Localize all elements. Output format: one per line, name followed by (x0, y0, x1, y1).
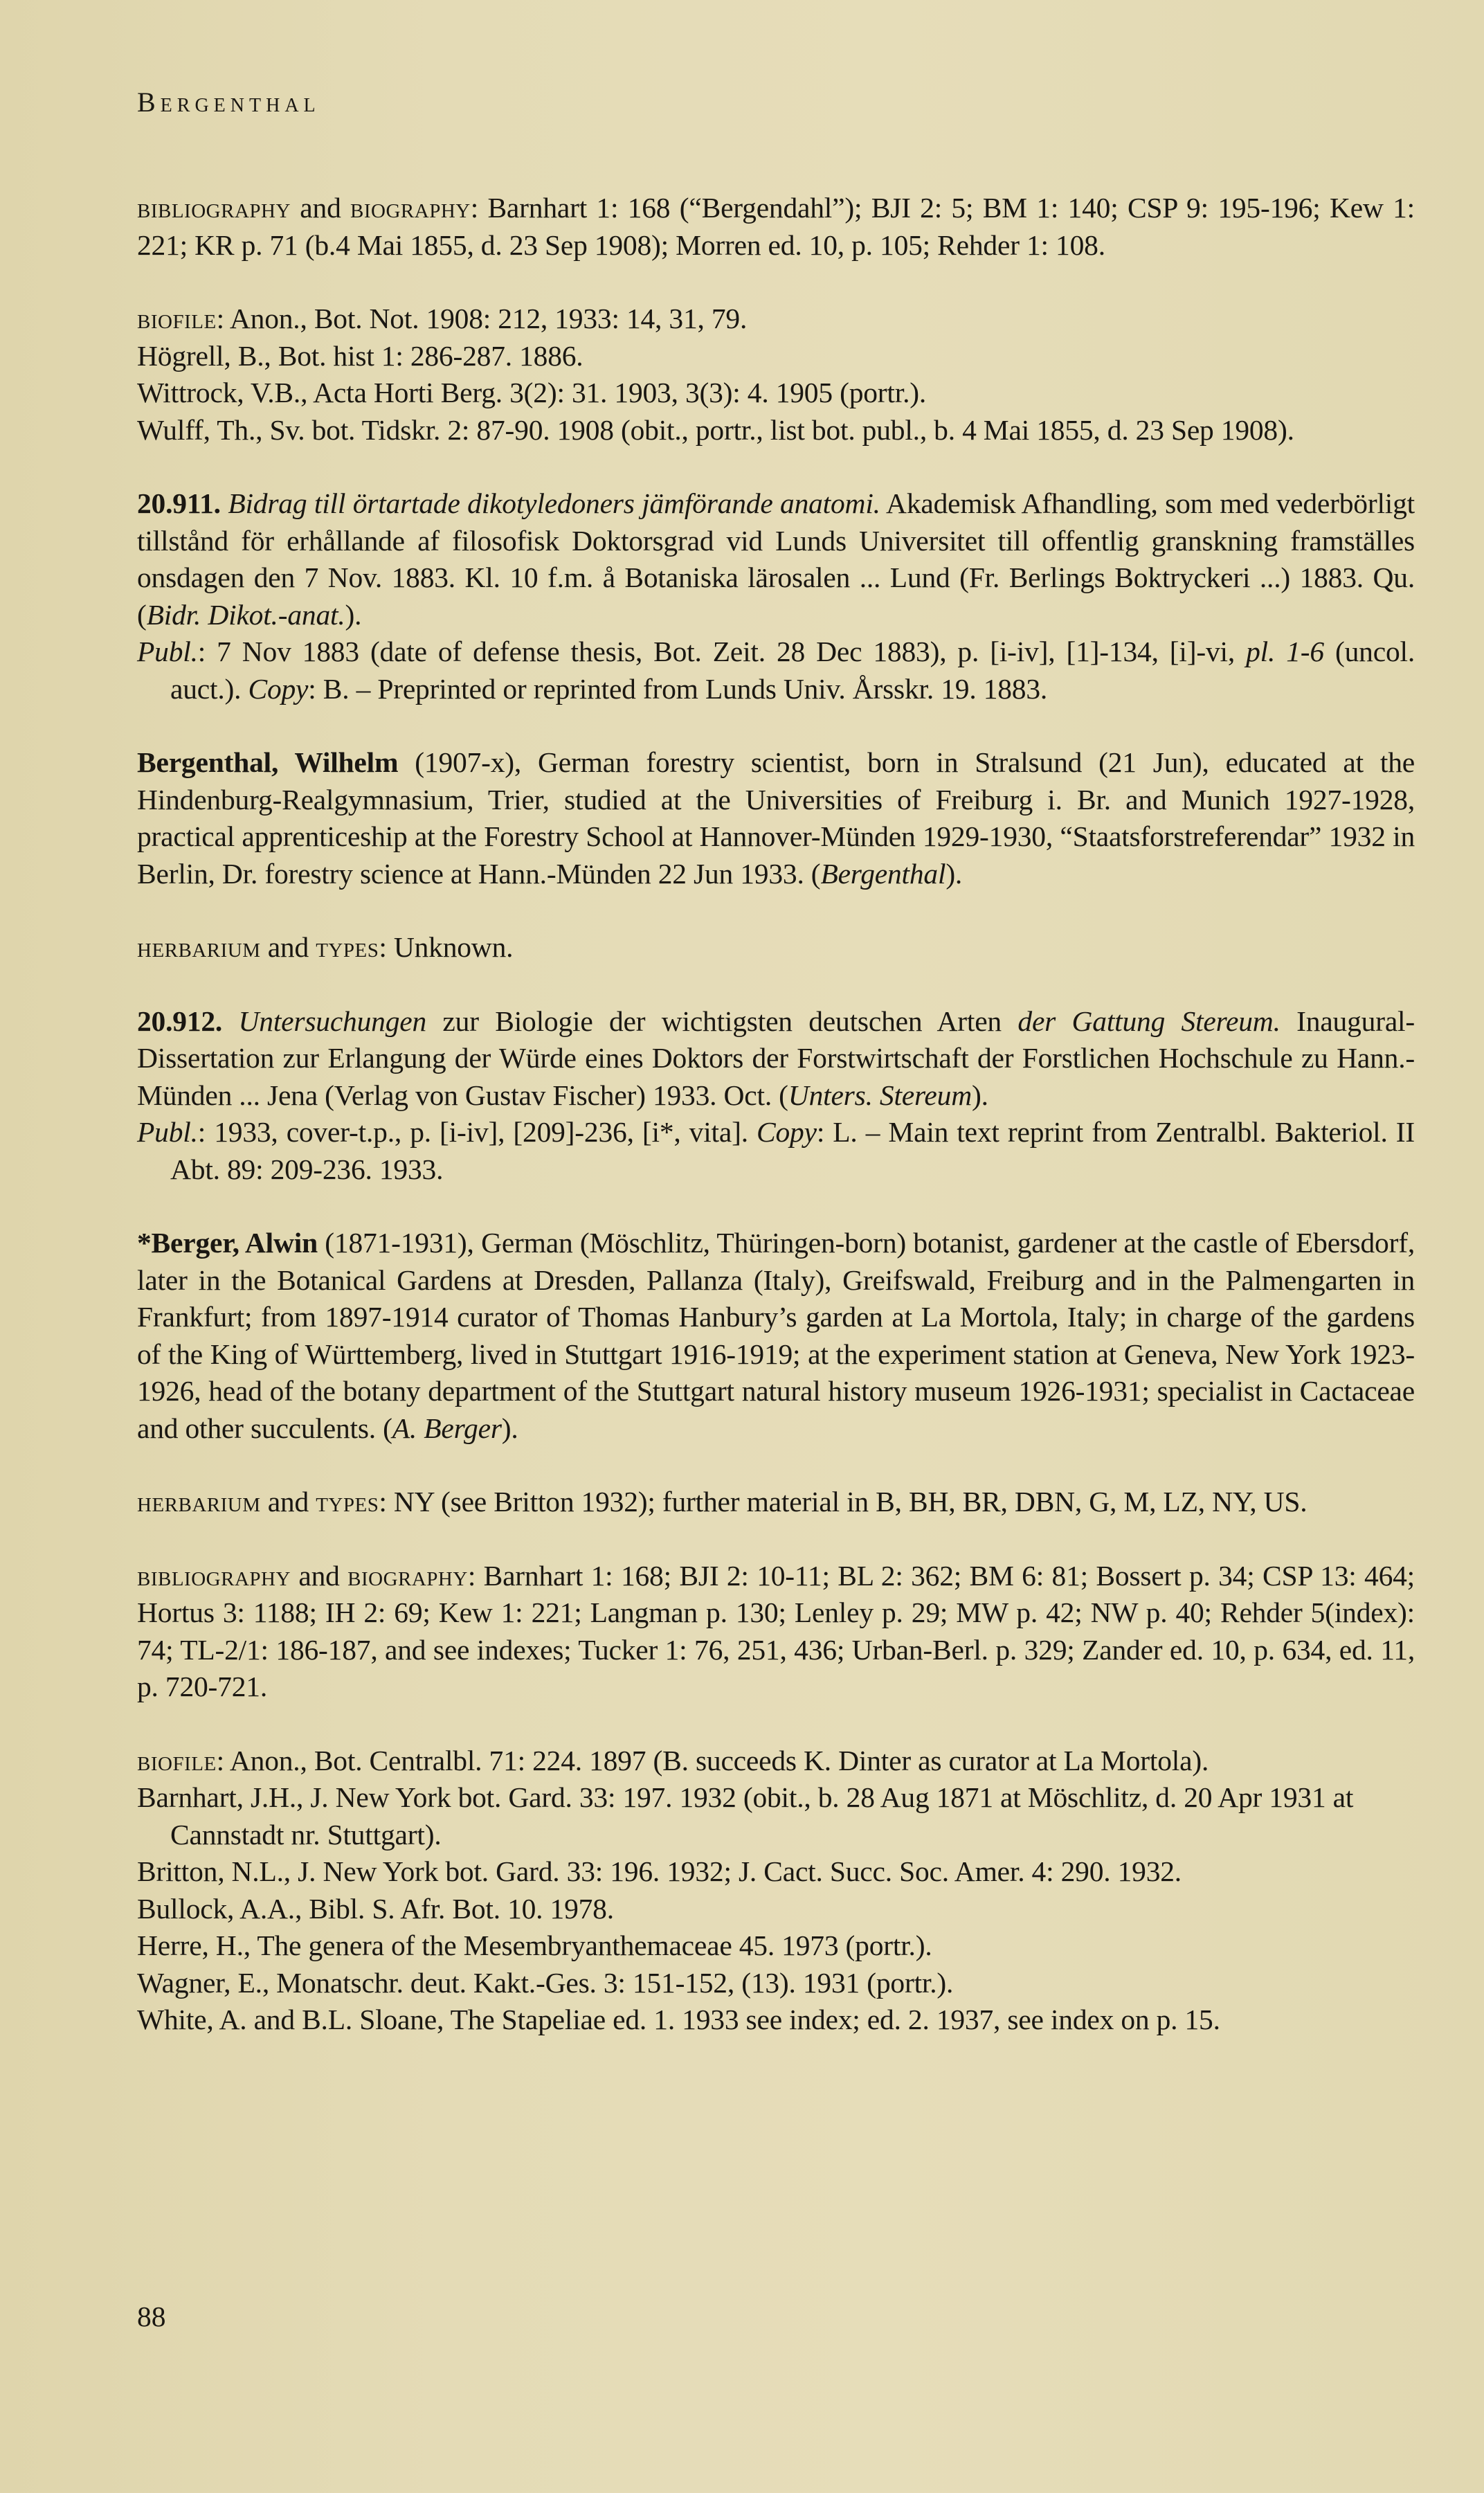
author-entry-bergenthal-wilhelm: Bergenthal, Wilhelm (1907-x), German forestry scientist, born in Stralsund (21 Jun), educated at the Hindenburg-Realgymnasium, Trier, studied at the Universities of Freiburg i. Br. and Munich 1927-1928, practical apprenticeship at the Forestry School at Hannover-Münden 1929-1930, “Staatsforstreferendar” 1932 in Berlin, Dr. forestry science at Hann.-Münden 22 Jun 1933. (Bergenthal). (137, 746, 1415, 890)
biofile-item: Wulff, Th., Sv. bot. Tidskr. 2: 87-90. 1908 (obit., portr., list bot. publ., b. 4 Mai 1855, d. 23 Sep 1908). (137, 413, 1294, 446)
biofile-item: Herre, H., The genera of the Mesembryanthemaceae 45. 1973 (portr.). (137, 1929, 932, 1961)
section-label: biofile (137, 303, 217, 334)
publication-entry-20911 (137, 485, 1415, 708)
bibliography-text: : Barnhart 1: 168 (“Bergendahl”); BJI 2: 5; BM 1: 140; CSP 9: 195-196; Kew 1: 221; KR p. 71 (b.4 Mai 1855, d. 23 Sep 1908); Morren ed. 10, p. 105; Rehder 1: 108. (137, 192, 1415, 261)
section-label: types (316, 1486, 379, 1518)
biofile-item: biofile: Anon., Bot. Not. 1908: 212, 1933: 14, 31, 79. (137, 303, 748, 334)
bibliography-section: bibliography and biography: Barnhart 1: 168; BJI 2: 10-11; BL 2: 362; BM 6: 81; Bossert p. 34; CSP 13: 464; Hortus 3: 1188; IH 2: 69; Kew 1: 221; Langman p. 130; Lenley p. 29; MW p. 42; NW p. 40; Rehder 5(index): 74; TL-2/1: 186-187, and see indexes; Tucker 1: 76, 251, 436; Urban-Berl. p. 329; Zander ed. 10, p. 634, ed. 11, p. 720-721. (137, 1559, 1415, 1702)
section-label: biography (347, 1559, 468, 1592)
section-label: bibliography (137, 192, 291, 224)
author-bio: (1907-x), German forestry scientist, born in Stralsund (21 Jun), educated at the Hindenburg-Realgymnasium, Trier, studied at the Universities of Freiburg i. Br. and Munich 1927-1928, practical apprenticeship at the Forestry School at Hannover-Münden 1929-1930, “Staatsforstreferendar” 1932 in Berlin, Dr. forestry science at Hann.-Münden 22 Jun 1933. ( (137, 746, 1415, 890)
author-entry-berger-alwin: *Berger, Alwin (1871-1931), German (Möschlitz, Thüringen-born) botanist, gardener at the castle of Ebersdorf, later in the Botanical Gardens at Dresden, Pallanza (Italy), Greifswald, Freiburg and in the Palmengarten in Frankfurt; from 1897-1914 curator of Thomas Hanbury’s garden at La Mortola, Italy; in charge of the gardens of the King of Württemberg, lived in Stuttgart 1916-1919; at the experiment station at Geneva, New York 1923-1926, head of the botany department of the Stuttgart natural history museum 1926-1931; specialist in Cactaceae and other succulents. (A. Berger). (137, 1227, 1415, 1444)
biofile-item: biofile: Anon., Bot. Centralbl. 71: 224. 1897 (B. succeeds K. Dinter as curator at La Mortola). (137, 1744, 1209, 1776)
section-label: herbarium (137, 1486, 261, 1518)
publication-title: 20.912. Untersuchungen zur Biologie der wichtigsten deutschen Arten der Gattung Stereum. Inaugural-Dissertation zur Erlangung der Würde eines Doktors der Forstwirtschaft der Forstlichen Hochschule zu Hann.-Münden ... Jena (Verlag von Gustav Fischer) 1933. Oct. (Unters. Stereum). (137, 1005, 1415, 1111)
biofile-item: Högrell, B., Bot. hist 1: 286-287. 1886. (137, 339, 583, 372)
herbarium-section: herbarium and types: Unknown. (137, 931, 514, 963)
author-abbreviation: A. Berger (392, 1412, 502, 1444)
biofile-item: Wagner, E., Monatschr. deut. Kakt.-Ges. 3: 151-152, (13). 1931 (portr.). (137, 1966, 954, 1999)
author-name: Bergenthal, Wilhelm (137, 746, 399, 778)
publication-title: 20.911. Bidrag till örtartade dikotyledoners jämförande anatomi. Akademisk Afhandling, som med vederbörligt tillstånd för erhållande af filosofisk Doktorsgrad vid Lunds Universitet till offentlig granskning framställes onsdagen den 7 Nov. 1883. Kl. 10 f.m. å Botaniska lärosalen ... Lund (Fr. Berlings Boktryckeri ...) 1883. Qu. (Bidr. Dikot.-anat.). (137, 487, 1415, 631)
section-label: biography (350, 192, 471, 224)
biofile-section (137, 300, 1415, 449)
bibliography-text: : Barnhart 1: 168; BJI 2: 10-11; BL 2: 362; BM 6: 81; Bossert p. 34; CSP 13: 464; Hortus 3: 1188; IH 2: 69; Kew 1: 221; Langman p. 130; Lenley p. 29; MW p. 42; NW p. 40; Rehder 5(index): 74; TL-2/1: 186-187, and see indexes; Tucker 1: 76, 251, 436; Urban-Berl. p. 329; Zander ed. 10, p. 634, ed. 11, p. 720-721. (137, 1559, 1415, 1702)
biofile-item: Bullock, A.A., Bibl. S. Afr. Bot. 10. 1978. (137, 1892, 614, 1925)
biofile-item: Wittrock, V.B., Acta Horti Berg. 3(2): 31. 1903, 3(3): 4. 1905 (portr.). (137, 377, 927, 408)
publication-number: 20.912. (137, 1005, 223, 1037)
herbarium-section: herbarium and types: NY (see Britton 1932); further material in B, BH, BR, DBN, G, M, LZ, NY, US. (137, 1486, 1307, 1518)
publication-abbreviation: Bidr. Dikot.-anat. (146, 598, 345, 631)
running-head: Bergenthal (137, 87, 320, 118)
biofile-item: Barnhart, J.H., J. New York bot. Gard. 33: 197. 1932 (obit., b. 28 Aug 1871 at Möschlitz, d. 20 Apr 1931 at Cannstadt nr. Stuttgart). (137, 1781, 1354, 1851)
publication-details: Publ.: 7 Nov 1883 (date of defense thesis, Bot. Zeit. 28 Dec 1883), p. [i-iv], [1]-134, [i]-vi, pl. 1-6 (uncol. auct.). Copy: B. – Preprinted or reprinted from Lunds Univ. Årsskr. 19. 1883. (137, 636, 1415, 705)
author-abbreviation: Bergenthal (820, 857, 946, 890)
section-label: bibliography (137, 1559, 291, 1592)
publication-details: Publ.: 1933, cover-t.p., p. [i-iv], [209]-236, [i*, vita]. Copy: L. – Main text reprint from Zentralbl. Bakteriol. II Abt. 89: 209-236. 1933. (137, 1116, 1415, 1185)
publication-entry-20912 (137, 1003, 1415, 1189)
biofile-section (137, 1743, 1415, 2039)
bibliography-section: bibliography and biography: Barnhart 1: 168 (“Bergendahl”); BJI 2: 5; BM 1: 140; CSP 9: 195-196; Kew 1: 221; KR p. 71 (b.4 Mai 1855, d. 23 Sep 1908); Morren ed. 10, p. 105; Rehder 1: 108. (137, 192, 1415, 261)
author-name: *Berger, Alwin (137, 1227, 318, 1259)
author-bio: (1871-1931), German (Möschlitz, Thüringen-born) botanist, gardener at the castle of Ebersdorf, later in the Botanical Gardens at Dresden, Pallanza (Italy), Greifswald, Freiburg and in the Palmengarten in Frankfurt; from 1897-1914 curator of Thomas Hanbury’s garden at La Mortola, Italy; in charge of the gardens of the King of Württemberg, lived in Stuttgart 1916-1919; at the experiment station at Geneva, New York 1923-1926, head of the botany department of the Stuttgart natural history museum 1926-1931; specialist in Cactaceae and other succulents. ( (137, 1227, 1415, 1444)
publication-abbreviation: Unters. Stereum (788, 1079, 972, 1111)
biofile-item: Britton, N.L., J. New York bot. Gard. 33: 196. 1932; J. Cact. Succ. Soc. Amer. 4: 290. 1932. (137, 1855, 1182, 1887)
section-label: types (316, 931, 379, 963)
section-label: biofile (137, 1744, 217, 1776)
biofile-item: White, A. and B.L. Sloane, The Stapeliae ed. 1. 1933 see index; ed. 2. 1937, see index on p. 15. (137, 2004, 1220, 2035)
publication-title-italic: Bidrag till örtartade dikotyledoners jämförande anatomi. (228, 487, 880, 519)
publication-number: 20.911. (137, 487, 221, 519)
page-content (137, 82, 1415, 2076)
page-number: 88 (137, 2301, 166, 2332)
section-label: herbarium (137, 931, 261, 963)
